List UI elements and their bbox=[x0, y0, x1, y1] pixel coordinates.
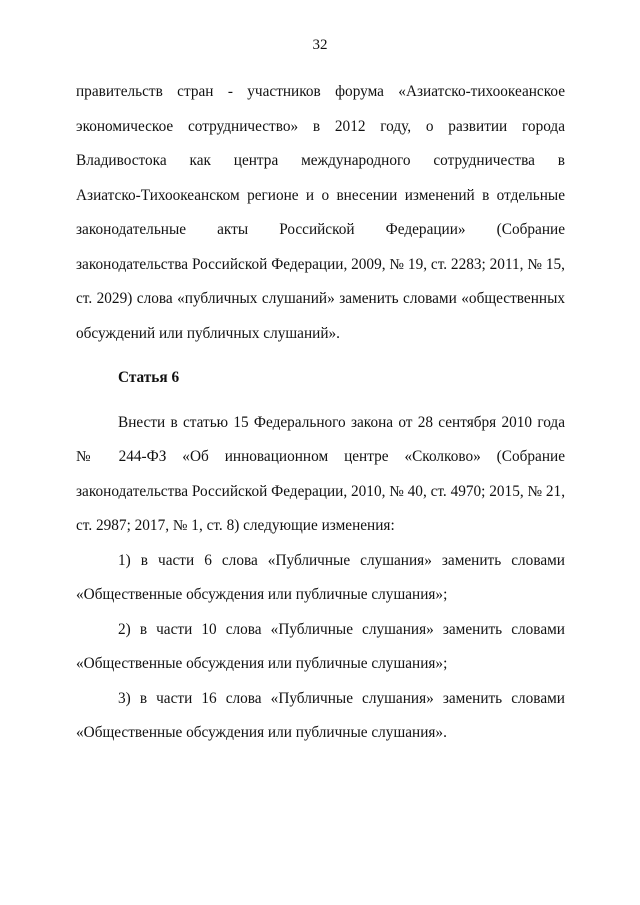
paragraph-continuation bbox=[76, 75, 565, 351]
text-line: «Общественные обсуждения или публичные слушания». bbox=[76, 724, 447, 741]
text-line: 3) в части 16 слова «Публичные слушания» заменить словами bbox=[118, 689, 565, 707]
page-number: 32 bbox=[312, 37, 328, 53]
article-intro bbox=[76, 406, 565, 544]
text-line: № 244-ФЗ «Об инновационном центре «Сколково» (Собрание bbox=[76, 448, 565, 465]
text-line: Владивостока как центра международного сотрудничества в bbox=[76, 152, 565, 169]
text-line: ст. 2987; 2017, № 1, ст. 8) следующие изменения: bbox=[76, 517, 395, 534]
document-body bbox=[76, 75, 565, 751]
text-line: 1) в части 6 слова «Публичные слушания» заменить словами bbox=[118, 551, 565, 569]
text-line: Внести в статью 15 Федерального закона от 28 сентября 2010 года bbox=[118, 413, 565, 431]
article-6 bbox=[76, 361, 565, 751]
text-line: ст. 2029) слова «публичных слушаний» заменить словами «общественных bbox=[76, 290, 565, 307]
text-line: экономическое сотрудничество» в 2012 году, о развитии города bbox=[76, 117, 565, 135]
list-item bbox=[76, 613, 565, 682]
text-line: Азиатско-Тихоокеанском регионе и о внесении изменений в отдельные bbox=[76, 186, 565, 204]
text-line: «Общественные обсуждения или публичные слушания»; bbox=[76, 655, 448, 672]
text-line: законодательства Российской Федерации, 2009, № 19, ст. 2283; 2011, № 15, bbox=[76, 255, 565, 273]
text-line: 2) в части 10 слова «Публичные слушания» заменить словами bbox=[118, 620, 565, 638]
text-line: «Общественные обсуждения или публичные слушания»; bbox=[76, 586, 448, 603]
text-line: обсуждений или публичных слушаний». bbox=[76, 324, 340, 342]
article-heading: Статья 6 bbox=[118, 369, 180, 386]
list-item bbox=[76, 682, 565, 751]
list-item bbox=[76, 544, 565, 613]
text-line: законодательные акты Российской Федерации» (Собрание bbox=[76, 221, 565, 238]
text-line: правительств стран - участников форума «Азиатско-тихоокеанское bbox=[76, 83, 565, 100]
text-line: законодательства Российской Федерации, 2010, № 40, ст. 4970; 2015, № 21, bbox=[76, 482, 566, 500]
